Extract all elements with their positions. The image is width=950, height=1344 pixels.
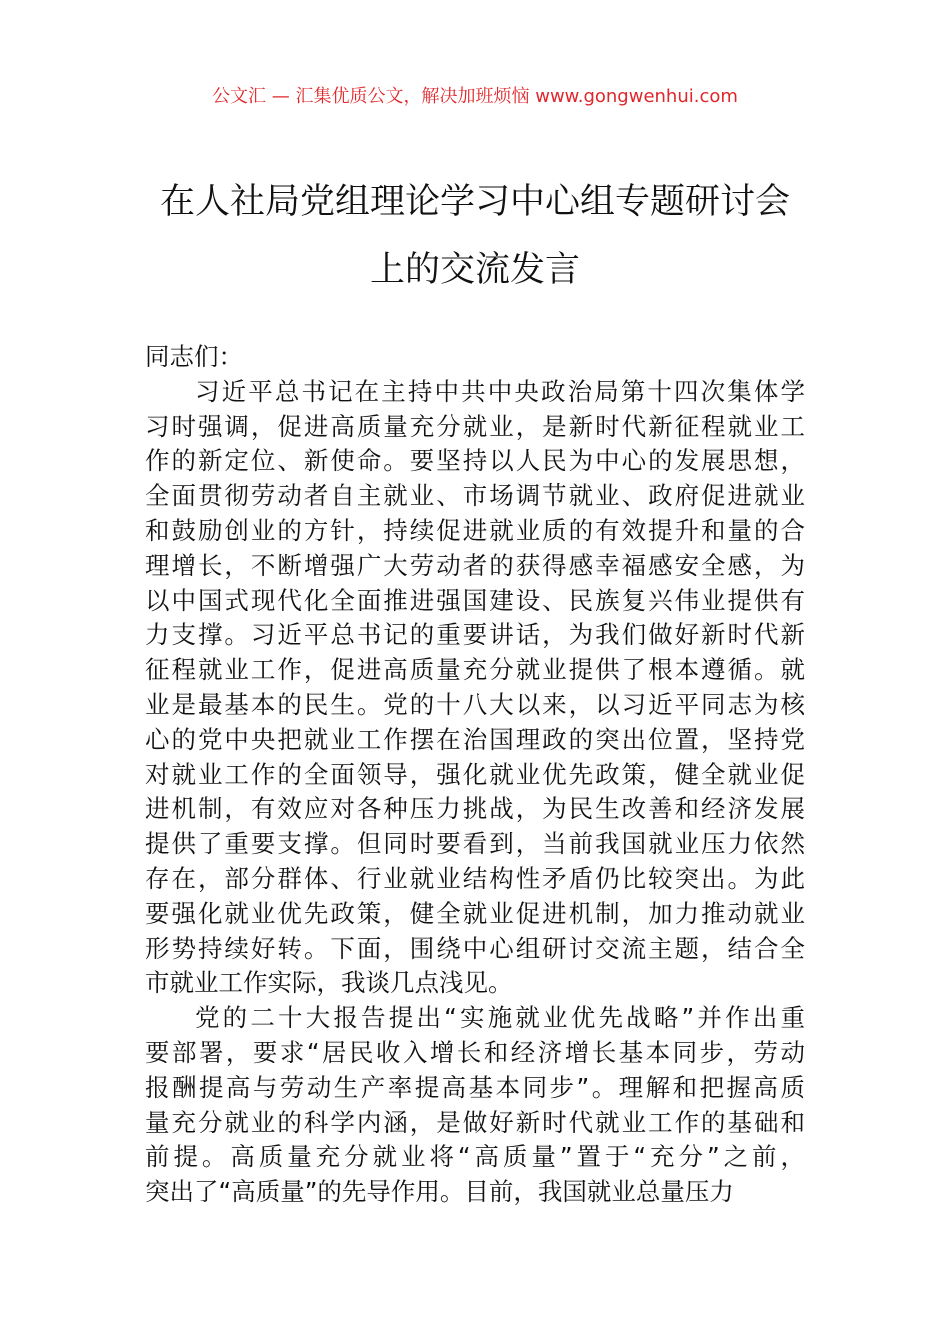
paragraph-line: 和鼓励创业的方针，持续促进就业质的有效提升和量的合 (145, 515, 805, 545)
paragraph-line: 理增长，不断增强广大劳动者的获得感幸福感安全感，为 (145, 550, 805, 580)
paragraph-line: 心的党中央把就业工作摆在治国理政的突出位置，坚持党 (145, 724, 805, 754)
salutation: 同志们： (145, 342, 243, 371)
paragraph (145, 375, 805, 1001)
document-body (145, 340, 805, 1210)
paragraph-line: 要强化就业优先政策，健全就业促进机制，加力推动就业 (145, 898, 805, 928)
paragraph-line: 征程就业工作，促进高质量充分就业提供了根本遵循。就 (145, 655, 805, 685)
paragraph-line: 习近平总书记在主持中共中央政治局第十四次集体学 (195, 376, 805, 406)
paragraph-line: 进机制，有效应对各种压力挑战，为民生改善和经济发展 (145, 794, 805, 824)
paragraph-line: 力支撑。习近平总书记的重要讲话，为我们做好新时代新 (145, 620, 805, 650)
paragraph-line: 以中国式现代化全面推进强国建设、民族复兴伟业提供有 (145, 585, 805, 615)
paragraph-line: 作的新定位、新使命。要坚持以人民为中心的发展思想， (145, 446, 805, 476)
paragraph-line: 业是最基本的民生。党的十八大以来，以习近平同志为核 (145, 689, 805, 719)
paragraph-line: 突出了“高质量”的先导作用。目前，我国就业总量压力 (145, 1177, 734, 1207)
paragraph-line: 存在，部分群体、行业就业结构性矛盾仍比较突出。为此 (145, 863, 805, 893)
paragraph-line: 党的二十大报告提出“实施就业优先战略”并作出重 (195, 1003, 805, 1033)
paragraph-line: 前提。高质量充分就业将“高质量”置于“充分”之前， (145, 1142, 805, 1172)
paragraph-line: 市就业工作实际，我谈几点浅见。 (145, 968, 513, 998)
document-title-line-1: 在人社局党组理论学习中心组专题研讨会 (159, 182, 790, 222)
watermark-banner: 公文汇 — 汇集优质公文，解决加班烦恼 www.gongwenhui.com (212, 86, 738, 107)
paragraph-line: 形势持续好转。下面，围绕中心组研讨交流主题，结合全 (145, 933, 805, 963)
paragraph-line: 量充分就业的科学内涵，是做好新时代就业工作的基础和 (145, 1107, 805, 1137)
paragraph-line: 报酬提高与劳动生产率提高基本同步”。理解和把握高质 (145, 1072, 805, 1102)
paragraph-line: 对就业工作的全面领导，强化就业优先政策，健全就业促 (145, 759, 805, 789)
paragraph-line: 提供了重要支撑。但同时要看到，当前我国就业压力依然 (145, 829, 805, 859)
paragraph (145, 1001, 805, 1210)
document-title-line-2: 上的交流发言 (369, 250, 580, 290)
paragraphs (145, 375, 805, 1210)
paragraph-line: 全面贯彻劳动者自主就业、市场调节就业、政府促进就业 (145, 481, 805, 511)
paragraph-line: 习时强调，促进高质量充分就业，是新时代新征程就业工 (145, 411, 805, 441)
paragraph-line: 要部署，要求“居民收入增长和经济增长基本同步，劳动 (145, 1037, 805, 1067)
